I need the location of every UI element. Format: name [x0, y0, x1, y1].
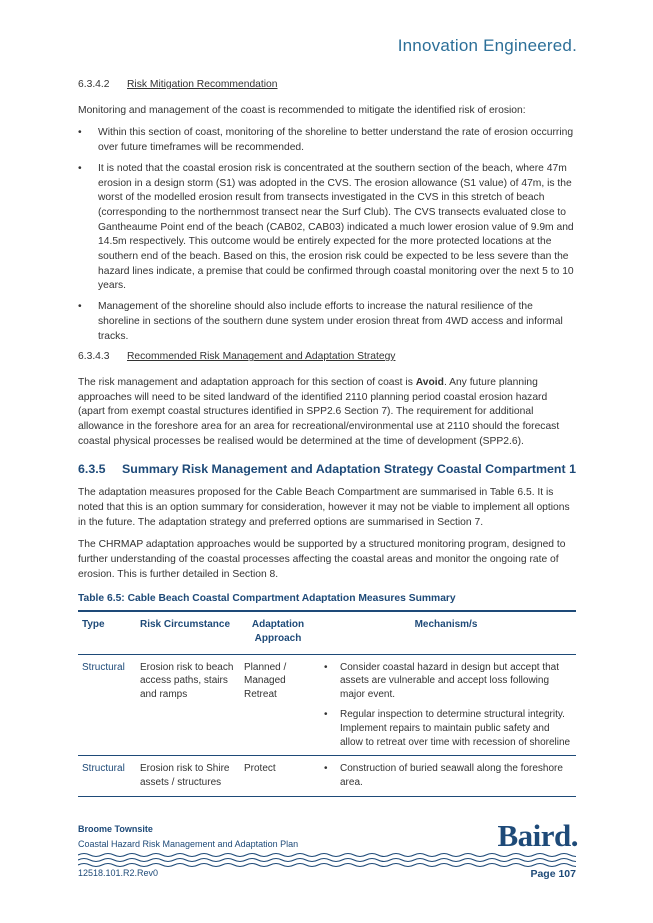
table-caption: Table 6.5: Cable Beach Coastal Compartment Adaptation Measures Summary [78, 593, 456, 605]
subsection-number: 6.3.4.2 [78, 79, 110, 90]
header-risk: Risk Circumstance [136, 611, 240, 654]
strategy-approach: Avoid [415, 376, 444, 388]
list-item: • Management of the shoreline should also include efforts to increase the natural resilience of the shoreline in sections of the southern dune system under erosion threat from 4WD access and informal tracks. [78, 300, 576, 344]
table-header-row [78, 611, 576, 654]
header-tagline: Innovation Engineered. [397, 36, 577, 55]
paragraph-intro: Monitoring and management of the coast is recommended to mitigate the identified risk of erosion: [78, 104, 526, 116]
subsection-title: Risk Mitigation Recommendation [127, 79, 278, 90]
subsection-number: 6.3.4.3 [78, 351, 110, 363]
header-mechanism: Mechanism/s [316, 611, 576, 654]
baird-logo: Baird. [497, 818, 578, 853]
list-item: • Within this section of coast, monitoring of the shoreline to better understand the rate of erosion occurring over future timeframes will be recommended. [78, 126, 576, 155]
footer-wave-divider [78, 852, 576, 868]
header-approach: Adaptation Approach [240, 611, 316, 654]
paragraph-strategy [78, 376, 576, 450]
strategy-text-end: . Any future planning approaches will need to be sited landward of the identified 2110 planning period coastal erosion hazard (apart from exempt coastal structures identified in SPP2.6 Section 7). The requirement for additional allowance in the foreshore area for an area for recreational/environmental use at 2110 should the forecast coastal physical processes be realised would be determined at the time of development (SPP2.6). [78, 376, 560, 447]
page-footer [78, 818, 578, 880]
strategy-text-start: The risk management and adaptation approach for this section of coast is [78, 376, 416, 388]
page-content [78, 78, 576, 797]
header-type: Type [78, 611, 136, 654]
subsection-title: Recommended Risk Management and Adaptation Strategy [127, 351, 396, 363]
cell-mechanisms [316, 654, 576, 756]
subsection-heading-6-3-4-2 [78, 78, 576, 93]
subsection-heading-6-3-4-3 [78, 350, 576, 365]
footer-town: Broome Townsite [78, 824, 153, 834]
paragraph-summary-2: The CHRMAP adaptation approaches would be supported by a structured monitoring program, designed to further understanding of the coastal processes affecting the coastal areas and monitor the ongoing rate of erosion. This is further detailed in Section 8. [78, 539, 566, 580]
footer-page-number: Page 107 [530, 868, 576, 880]
cell-type: Structural [78, 756, 136, 797]
cell-approach: Planned / Managed Retreat [240, 654, 316, 756]
section-number: 6.3.5 [78, 462, 106, 477]
section-heading-6-3-5 [78, 462, 576, 477]
cell-mechanisms [316, 756, 576, 797]
adaptation-measures-table [78, 610, 576, 797]
mechanism-item: • Regular inspection to determine structural integrity. Implement repairs to maintain public safety and allow to retreat over time with recession of shoreline [320, 708, 572, 749]
bullet-list-mitigation [78, 126, 576, 344]
mechanism-item: • Construction of buried seawall along the foreshore area. [320, 762, 572, 790]
section-title: Summary Risk Management and Adaptation Strategy Coastal Compartment 1 [122, 462, 576, 477]
cell-risk: Erosion risk to beach access paths, stairs and ramps [136, 654, 240, 756]
cell-risk: Erosion risk to Shire assets / structures [136, 756, 240, 797]
footer-plan-title: Coastal Hazard Risk Management and Adaptation Plan [78, 839, 299, 849]
mechanism-item: • Consider coastal hazard in design but accept that assets are vulnerable and accept loss following major event. [320, 661, 572, 702]
table-row [78, 654, 576, 756]
footer-document-code: 12518.101.R2.Rev0 [78, 868, 159, 878]
paragraph-summary-1: The adaptation measures proposed for the Cable Beach Compartment are summarised in Table 6.5. It is noted that this is an option summary for consideration, however it may not be viable to implement all options in the future. The adaptation strategy and preferred options are summarised in Section 7. [78, 487, 570, 528]
cell-approach: Protect [240, 756, 316, 797]
cell-type: Structural [78, 654, 136, 756]
list-item: • It is noted that the coastal erosion risk is concentrated at the southern section of the beach, where 47m erosion in a design storm (S1) was adopted in the CVS. The erosion allowance (S1 value) of 47m, is the worst of the modelled erosion result from transects investigated in the CVS in this stretch of beach (corresponding to the northernmost transect near the Surf Club). The CVS transects evaluated close to Gantheaume Point end of the beach (CAB02, CAB03) indicated a much lower erosion value of 9.9m and 14.5m respectively. This outcome would be entirely expected for the more protected locations at the southern end of the beach. Based on this, the erosion risk could be expected to be less severe than the hazard lines indicate, a premise that could be confirmed through coastal monitoring over the next 5 to 10 years. [78, 162, 576, 294]
table-row [78, 756, 576, 797]
